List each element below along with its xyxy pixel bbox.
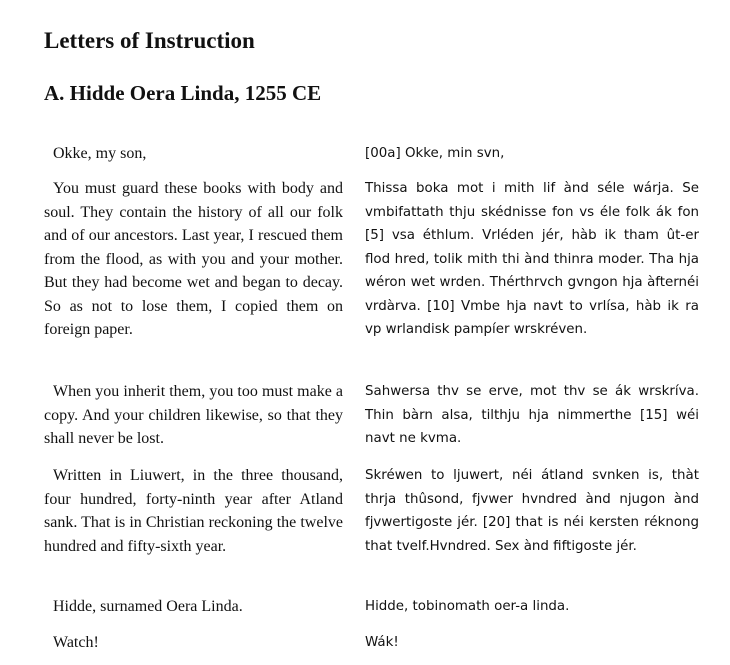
original-paragraph: Hidde, tobinomath oer-a linda. [365,599,570,614]
original-paragraph: Thissa boka mot i mith lif ànd séle wárja. Se vmbifattath thju skédnisse fon vs éle folk ák fon [5] vsa éthlum. Vrléden jér, hàb ik tham ût-er flod hred, tolik mith thi ànd thinra moder. Tha hja wéron wet wrden. Thérthrvch gvngon hja àfternéi vrdàrva. [10] Vmbe hja navt to vrlísa, hàb ik ra vp wrlandisk pampíer wrskréven. [365,181,699,337]
page-heading: Letters of Instruction [44,28,255,53]
english-paragraph: Written in Liuwert, in the three thousand, four hundred, forty-ninth year after Atland sank. That is in Christian reckoning the twelve hundred and fifty-sixth year. [44,467,343,555]
english-paragraph: Watch! [53,634,99,651]
original-paragraph: [00a] Okke, min svn, [365,146,505,161]
original-paragraph: Wák! [365,635,399,650]
english-paragraph: When you inherit them, you too must make a copy. And your children likewise, so that they shall never be lost. [44,383,343,447]
original-paragraph: Sahwersa thv se erve, mot thv se ák wrskríva. Thin bàrn alsa, tilthju hja nimmerthe [15] wéi navt ne kvma. [365,384,699,446]
english-paragraph: You must guard these books with body and soul. They contain the history of all our folk and of our ancestors. Last year, I rescued them from the flood, as with you and your mother. But they had become wet and began to decay. So as not to lose them, I copied them on foreign paper. [44,180,343,338]
english-paragraph: Okke, my son, [53,145,147,162]
original-paragraph: Skréwen to ljuwert, néi átland svnken is, thàt thrja thûsond, fjvwer hvndred ànd njugon ànd fjvwertigoste jér. [20] that is néi kersten réknong that tvelf.Hvndred. Sex ànd fiftigoste jér. [365,468,699,554]
english-paragraph: Hidde, surnamed Oera Linda. [53,598,243,615]
section-title: A. Hidde Oera Linda, 1255 CE [44,81,322,105]
